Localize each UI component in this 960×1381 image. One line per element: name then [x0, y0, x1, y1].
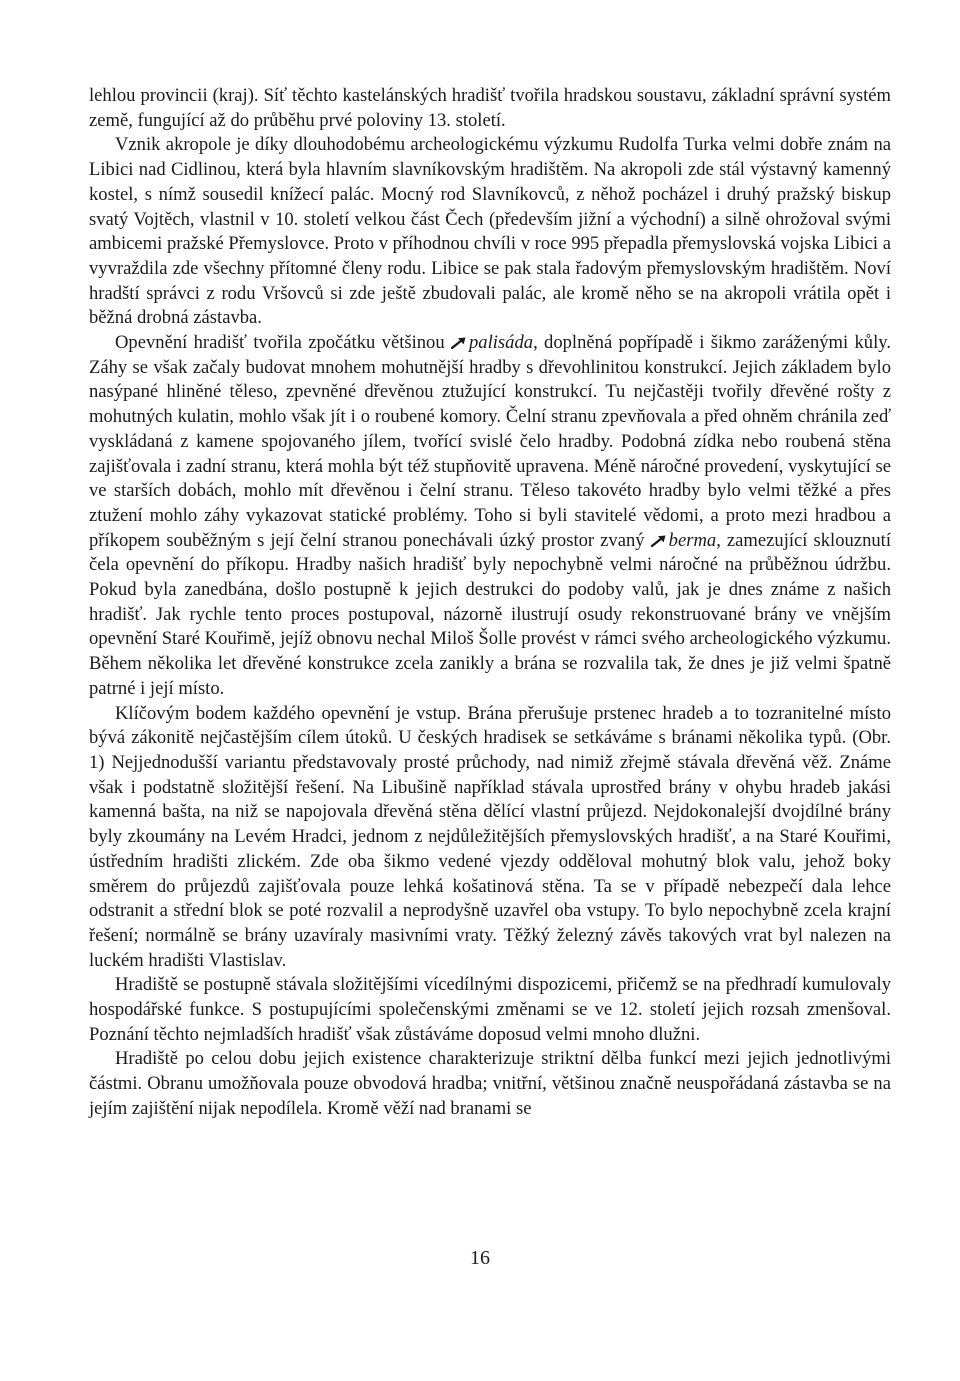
- arrow-icon: [651, 535, 667, 547]
- paragraph-6: Hradiště po celou dobu jejich existence charakterizuje striktní dělba funkcí mezi jejich jednotlivými částmi. Obranu umožňovala pouze obvodová hradba; vnitřní, většinou značně neuspořádaná zástavba se na jejím zajištění nijak nepodílela. Kromě věží nad branami se: [89, 1048, 891, 1119]
- paragraph-1: lehlou provincii (kraj). Síť těchto kastelánských hradišť tvořila hradskou soustavu, základní správní systém země, fungující až do průběhu prvé poloviny 13. století.: [89, 85, 891, 131]
- page-number: 16: [470, 1247, 490, 1269]
- paragraph-3-part-b: , doplněná popřípadě i šikmo zaráženými kůly. Záhy se však začaly budovat mnohem mohutnější hradby s dřevohlinitou konstrukcí. Jejich základem bylo nasýpané hliněné těleso, zpevněné dřevěnou ztužující konstrukcí. Tu nejčastěji tvořily dřevěné rošty z mohutných kulatin, mohlo však jít i o roubené komory. Čelní stranu zpevňovala a před ohněm chránila zeď vyskládaná z kamene spojovaného jílem, tvořící svislé čelo hradby. Podobná zídka nebo roubená stěna zajišťovala i zadní stranu, která mohla být též stupňovitě upravena. Méně náročné provedení, vyskytující se ve starších dobách, mohlo mít dřevěnou i čelní stranu. Těleso takovéto hradby bylo velmi těžké a přes ztužení mohlo záhy vykazovat statické problémy. Toho si byli stavitelé vědomi, a proto mezi hradbou a příkopem souběžným s její čelní stranou ponechávali úzký prostor zvaný: [89, 332, 892, 551]
- glossary-term-palisada[interactable]: palisáda: [469, 332, 534, 354]
- paragraph-3: [89, 331, 891, 702]
- paragraph-3-part-a: Opevnění hradišť tvořila zpočátku většinou: [115, 332, 451, 354]
- glossary-term-berma[interactable]: berma: [668, 529, 717, 551]
- arrow-icon: [451, 337, 467, 349]
- paragraph-4: Klíčovým bodem každého opevnění je vstup. Brána přerušuje prstenec hradeb a to tozranitelné místo bývá zákonitě nejčastějším cílem útoků. U českých hradisek se setkáváme s bránami několika typů. (Obr. 1) Nejjednodušší variantu představovaly prosté průchody, nad nimiž zřejmě stávala dřevěná věž. Známe však i podstatně složitější řešení. Na Libušině například stávala uprostřed brány v ohybu hradeb jakási kamenná bašta, na niž se napojovala dřevěná stěna dělící vlastní průjezd. Nejdokonalejší dvojdílné brány byly zkoumány na Levém Hradci, jednom z nejdůležitějších přemyslovských hradišť, a na Staré Kouřimi, ústředním hradišti zlickém. Zde oba šikmo vedené vjezdy odděloval mohutný blok valu, jehož boky směrem do průjezdů zajišťovala pouze lehká košatinová stěna. Ta se v případě nebezpečí dala lehce odstranit a střední blok se poté rozvalil a neprodyšně uzavřel oba vstupy. To bylo nepochybně zcela krajní řešení; normálně se brány uzavíraly masivními vraty. Těžký železný závěs takových vrat byl nalezen na luckém hradišti Vlastislav.: [89, 702, 891, 971]
- paragraph-2: Vznik akropole je díky dlouhodobému archeologickému výzkumu Rudolfa Turka velmi dobře znám na Libici nad Cidlinou, která byla hlavním slavníkovským hradištěm. Na akropoli zde stál výstavný kamenný kostel, s nímž sousedil knížecí palác. Mocný rod Slavníkovců, z něhož pocházel i druhý pražský biskup svatý Vojtěch, vlastnil v 10. století velkou část Čech (především jižní a východní) a silně ohrožoval svými ambicemi pražské Přemyslovce. Proto v příhodnou chvíli v roce 995 přepadla přemyslovská vojska Libici a vyvraždila zde všechny přítomné členy rodu. Libice se pak stala řadovým přemyslovským hradištěm. Noví hradští správci z rodu Vršovců si zde ještě zbudovali palác, ale kromě něho se na akropoli vrátila opět i běžná drobná zástavba.: [89, 134, 891, 329]
- paragraph-5: Hradiště se postupně stávala složitějšími vícedílnými dispozicemi, přičemž se na předhradí kumulovaly hospodářské funkce. S postupujícími společenskými změnami se ve 12. století jejich rozsah zmenšoval. Poznání těchto nejmladších hradišť však zůstáváme doposud velmi mnoho dlužni.: [89, 974, 891, 1045]
- paragraph-3-part-c: , zamezující sklouznutí čela opevnění do příkopu. Hradby našich hradišť byly nepochybně velmi náročné na průběžnou údržbu. Pokud byla zanedbána, došlo postupně k jejich destrukci do podoby valů, jak je dnes známe z našich hradišť. Jak rychle tento proces postupoval, názorně ilustrují osudy rekonstruované brány ve vnějším opevnění Staré Kouřimě, jejíž obnovu nechal Miloš Šolle provést v rámci svého archeologického výzkumu. Během několika let dřevěné konstrukce zcela zanikly a brána se rozvalila tak, že dnes je již velmi špatně patrné i její místo.: [89, 529, 891, 699]
- document-body: [89, 84, 891, 1122]
